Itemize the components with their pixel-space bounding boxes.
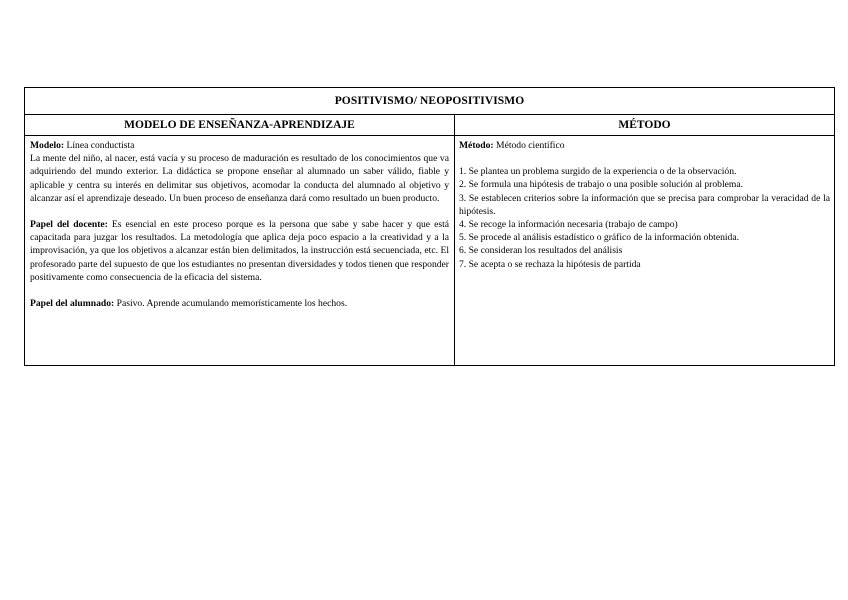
modelo-label: Modelo: [30,140,65,151]
method-step-2: 2. Se formula una hipótesis de trabajo o una posible solución al problema. [459,179,744,191]
metodo-cell [455,136,835,366]
table-title: POSITIVISMO/ NEOPOSITIVISMO [25,88,835,115]
spacer [459,152,830,165]
method-step-6: 6. Se consideran los resultados del análisis [459,245,623,257]
metodo-label: Método: [459,140,494,151]
modelo-line [30,139,449,152]
alumnado-paragraph [30,297,449,310]
method-steps [459,165,830,271]
spacer [30,205,449,218]
method-step-3: 3. Se establecen criterios sobre la información que se precisa para comprobar la veracidad de la hipótesis. [459,192,830,217]
docente-paragraph [30,218,449,284]
alumnado-label: Papel del alumnado: [30,298,115,310]
modelo-value: Línea conductista [66,140,135,151]
docente-text: Es esencial en este proceso porque es la persona que sabe y sabe hacer y que está capacitada para juzgar los resultados. La metodología que aplica deja poco espacio a la creatividad y a la improvisación, ya que los objetivos a alcanzar están bien delimitados, la instrucción está secuenciada, etc. El profesorado parte del supuesto de que los estudiantes no presentan diversidades y todos tienen que responder positivamente como consecuencia de la eficacia del sistema. [30,219,449,283]
method-step-4: 4. Se recoge la información necesaria (trabajo de campo) [459,219,678,231]
modelo-cell [25,136,455,366]
method-step-5: 5. Se procede al análisis estadístico o gráfico de la información obtenida. [459,232,739,244]
method-step-7: 7. Se acepta o se rechaza la hipótesis de partida [459,258,641,270]
method-step-1: 1. Se plantea un problema surgido de la experiencia o de la observación. [459,166,737,178]
header-metodo: MÉTODO [455,115,835,136]
docente-label: Papel del docente: [30,219,108,231]
metodo-line [459,139,830,152]
modelo-text: La mente del niño, al nacer, está vacía y su proceso de maduración es resultado de los conocimientos que va adquiriendo del mundo exterior. La didáctica se propone enseñar al alumnado un saber válido, fiable y aplicable y centra su interés en delimitar sus objetivos, acomodar la conducta del alumnado al objetivo y alcanzar así el aprendizaje deseado. Un buen proceso de enseñanza dará como resultado un buen producto. [30,153,449,204]
alumnado-text: Pasivo. Aprende acumulando memorísticamente los hechos. [116,298,348,310]
positivismo-table [24,87,835,366]
metodo-value: Método científico [496,140,565,151]
spacer [30,284,449,297]
header-modelo: MODELO DE ENSEÑANZA-APRENDIZAJE [25,115,455,136]
